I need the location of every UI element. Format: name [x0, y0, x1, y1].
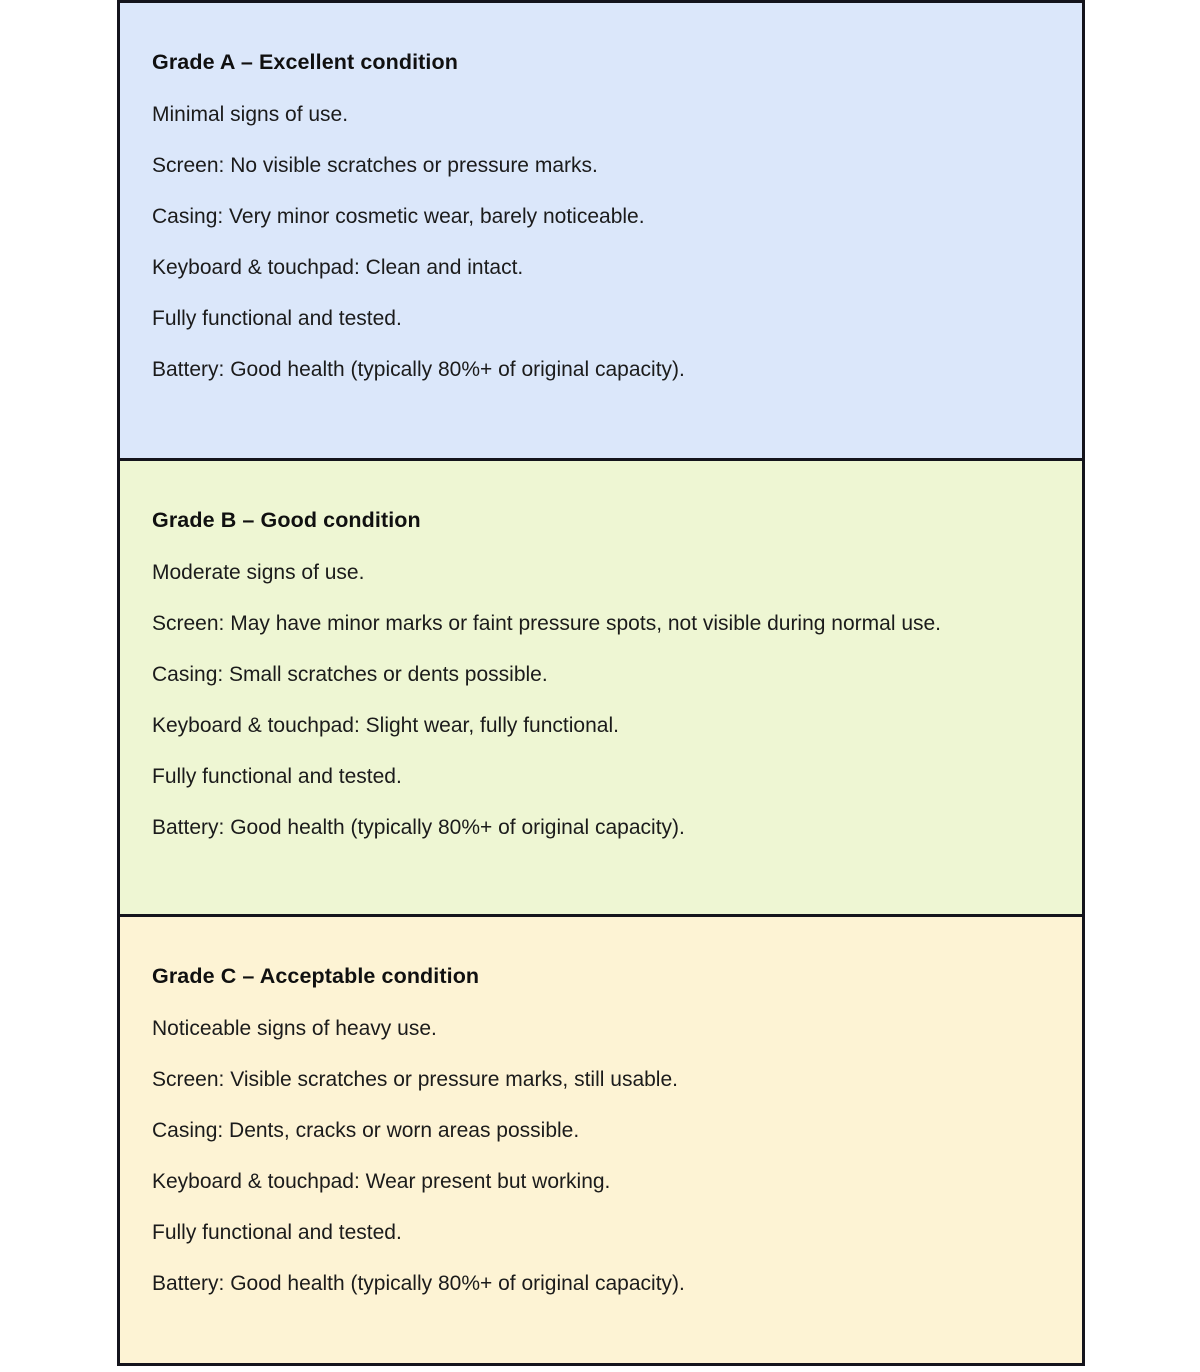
grade-a-card — [120, 3, 1082, 458]
grade-c-battery-line: Battery: Good health (typically 80%+ of original capacity). — [152, 1272, 685, 1295]
grade-a-screen-line: Screen: No visible scratches or pressure marks. — [152, 154, 598, 177]
grade-a-battery-line: Battery: Good health (typically 80%+ of original capacity). — [152, 358, 685, 381]
grade-b-title: Grade B – Good condition — [152, 508, 421, 532]
condition-grades-panel — [117, 0, 1085, 1366]
grade-c-title: Grade C – Acceptable condition — [152, 964, 480, 988]
grade-a-title: Grade A – Excellent condition — [152, 50, 458, 74]
grade-c-card — [120, 914, 1082, 1363]
grade-c-function-line: Fully functional and tested. — [152, 1221, 402, 1244]
grade-b-battery-line: Battery: Good health (typically 80%+ of original capacity). — [152, 816, 685, 839]
grade-a-casing-line: Casing: Very minor cosmetic wear, barely noticeable. — [152, 205, 645, 228]
grade-c-screen-line: Screen: Visible scratches or pressure marks, still usable. — [152, 1068, 678, 1091]
grade-b-usage-line: Moderate signs of use. — [152, 561, 365, 584]
grade-a-usage-line: Minimal signs of use. — [152, 103, 349, 126]
grade-b-function-line: Fully functional and tested. — [152, 765, 402, 788]
grade-b-screen-line: Screen: May have minor marks or faint pressure spots, not visible during normal use. — [152, 612, 942, 635]
grade-b-keyboard-line: Keyboard & touchpad: Slight wear, fully functional. — [152, 714, 619, 737]
grade-c-usage-line: Noticeable signs of heavy use. — [152, 1017, 437, 1040]
grade-a-function-line: Fully functional and tested. — [152, 307, 402, 330]
grade-b-casing-line: Casing: Small scratches or dents possible. — [152, 663, 548, 686]
grade-c-keyboard-line: Keyboard & touchpad: Wear present but working. — [152, 1170, 611, 1193]
grade-c-casing-line: Casing: Dents, cracks or worn areas possible. — [152, 1119, 580, 1142]
grade-a-keyboard-line: Keyboard & touchpad: Clean and intact. — [152, 256, 524, 279]
grade-b-card — [120, 458, 1082, 914]
